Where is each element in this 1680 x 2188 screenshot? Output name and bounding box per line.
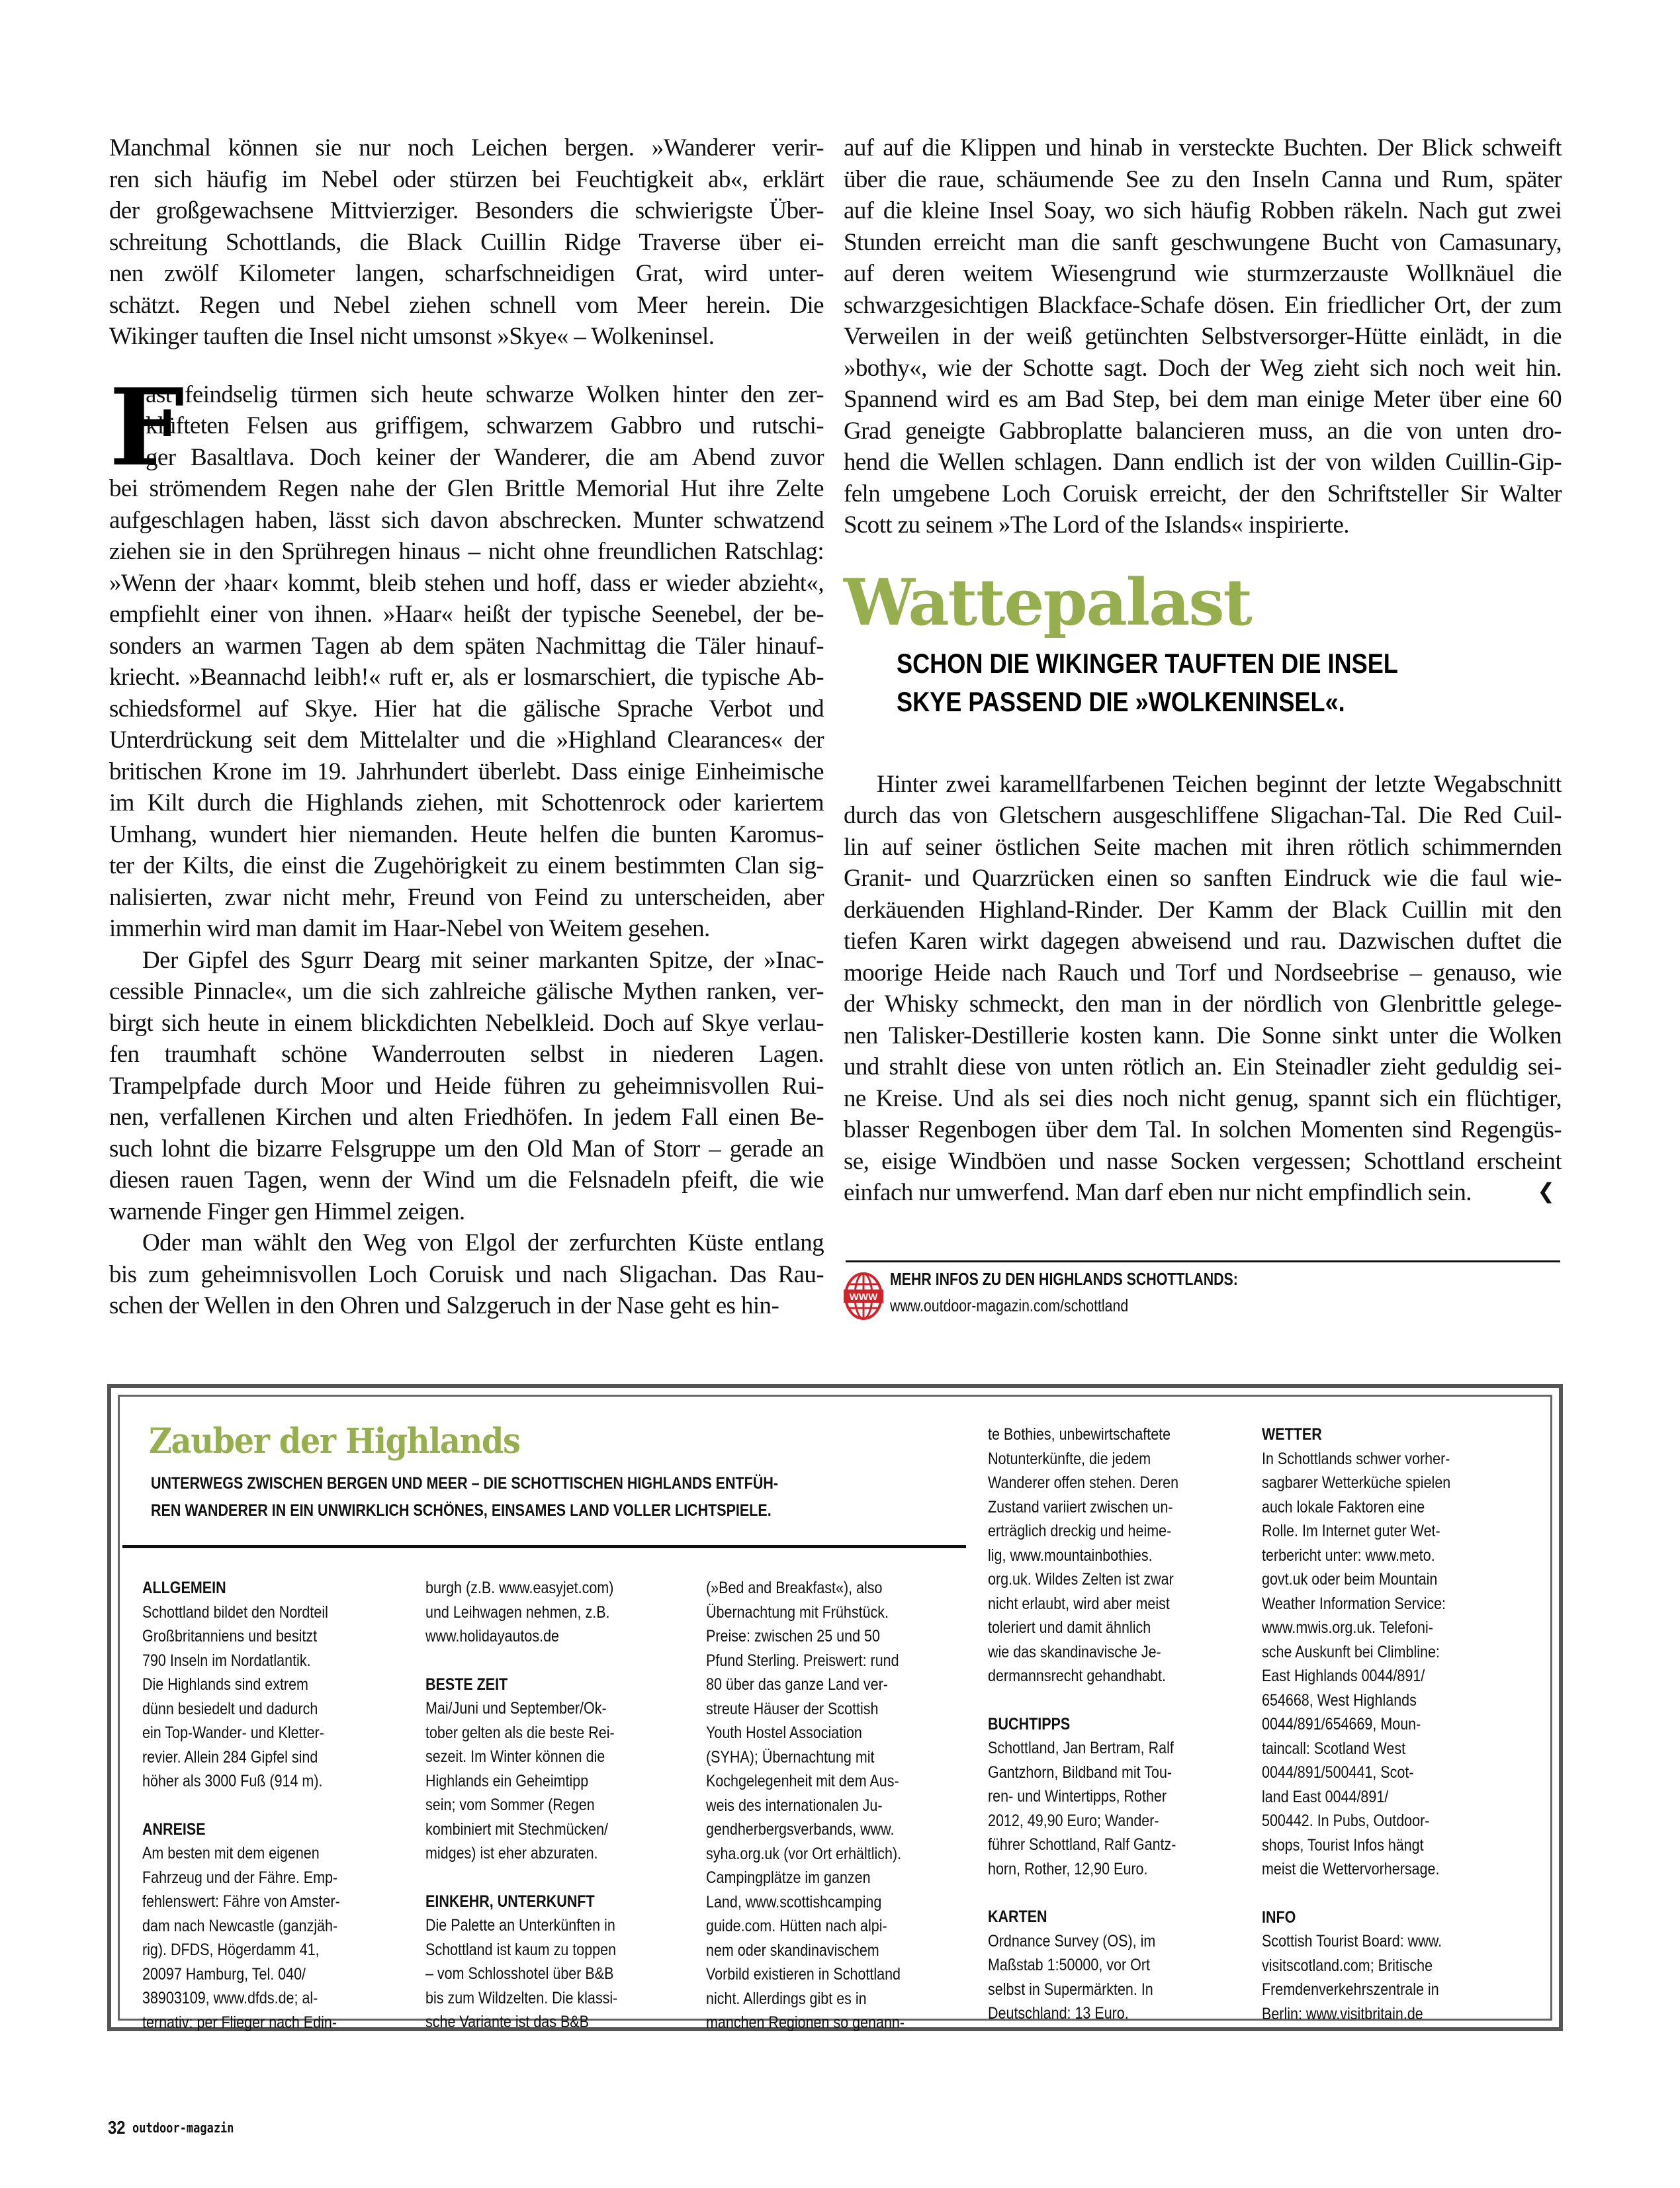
info-text-line: te Bothies, unbewirtschaftete bbox=[988, 1425, 1171, 1444]
text-line: warnende Finger gen Himmel zeigen. bbox=[109, 1198, 465, 1225]
paragraph-intro bbox=[109, 132, 824, 353]
text-line: tiefen Karen wirkt dagegen abweisend und rau. Dazwischen duftet die bbox=[844, 928, 1562, 955]
section-subhead bbox=[897, 644, 1468, 721]
info-text-line: guide.com. Hütten nach alpi- bbox=[706, 1917, 887, 1935]
info-text-line: Ordnance Survey (OS), im bbox=[988, 1931, 1156, 1950]
text-line: fen traumhaft schöne Wanderrouten selbst in niederen Lagen. bbox=[109, 1041, 824, 1068]
text-line: auf die kleine Insel Soay, wo sich häufig Robben räkeln. Nach gut zwei bbox=[844, 197, 1562, 224]
info-text-line: 38903109, www.dfds.de; al- bbox=[142, 1989, 318, 2007]
text-line: schwarzgesichtigen Blackface-Schafe dösen. Ein friedlicher Ort, der zum bbox=[844, 291, 1562, 319]
text-line: Oder man wählt den Weg von Elgol der zerfurchten Küste entlang bbox=[142, 1229, 824, 1256]
info-text-line: Gantzhorn, Bildband mit Tou- bbox=[988, 1763, 1172, 1782]
info-text-line: streute Häuser der Scottish bbox=[706, 1699, 879, 1718]
info-text-line: East Highlands 0044/891/ bbox=[1262, 1667, 1425, 1685]
paragraph-closing bbox=[844, 769, 1562, 1209]
info-text-line: nem oder skandinavischem bbox=[706, 1941, 879, 1960]
text-line: Grad geneigte Gabbroplatte balancieren muss, an die von unten dro- bbox=[844, 417, 1562, 445]
info-text-line: Pfund Sterling. Preiswert: rund bbox=[706, 1651, 899, 1670]
text-line: britischen Krone im 19. Jahrhundert überlebt. Dass einige Einheimische bbox=[109, 758, 824, 785]
info-text-line: wie das skandinavische Je- bbox=[988, 1642, 1161, 1661]
info-text-line: dermannsrecht gehandhabt. bbox=[988, 1667, 1166, 1685]
info-text-line: Schottland, Jan Bertram, Ralf bbox=[988, 1739, 1174, 1757]
text-line: se, eisige Windböen und nasse Socken vergessen; Schottland erscheint bbox=[844, 1147, 1562, 1175]
info-text-line: 500442. In Pubs, Outdoor- bbox=[1262, 1812, 1430, 1830]
info-text-line: Kochgelegenheit mit dem Aus- bbox=[706, 1772, 899, 1790]
info-column-beste-zeit-einkehr bbox=[425, 1576, 690, 2035]
subhead-line: SCHON DIE WIKINGER TAUFTEN DIE INSEL bbox=[897, 647, 1398, 679]
info-text-line: rig). DFDS, Högerdamm 41, bbox=[142, 1941, 320, 1959]
paragraph-dropcap bbox=[109, 365, 824, 945]
info-text-line: In Schottlands schwer vorher- bbox=[1262, 1449, 1450, 1468]
text-line: Granit- und Quarzrücken einen so sanften Eindruck wie die faul wie- bbox=[844, 865, 1562, 892]
text-line: hend die Wellen schlagen. Dann endlich ist der von wilden Cuillin-Gip- bbox=[844, 449, 1562, 476]
info-text-line: meist die Wettervorhersage. bbox=[1262, 1860, 1440, 1878]
info-text-line: erträglich dreckig und heime- bbox=[988, 1522, 1172, 1540]
text-line: blasser Regenbogen über dem Tal. In solchen Momenten sind Regengüs- bbox=[844, 1116, 1562, 1143]
text-line: Unterdrückung seit dem Mittelalter und die »Highland Clearances« der bbox=[109, 726, 824, 754]
svg-text:WWW: WWW bbox=[849, 1291, 878, 1303]
info-text-line: 20097 Hamburg, Tel. 040/ bbox=[142, 1964, 306, 1984]
info-text-line: Maßstab 1:50000, vor Ort bbox=[988, 1956, 1150, 1974]
magazine-name: outdoor-magazin bbox=[132, 2120, 234, 2136]
subtitle-line: UNTERWEGS ZWISCHEN BERGEN UND MEER – DIE SCHOTTISCHEN HIGHLANDS ENTFÜH- bbox=[151, 1474, 779, 1493]
text-line: birgt sich heute in einem blickdichten Nebelkleid. Doch auf Skye verlau- bbox=[109, 1009, 824, 1037]
more-info-link[interactable]: www.outdoor-magazin.com/schottland bbox=[890, 1295, 1129, 1315]
text-line: lin auf seiner östlichen Seite machen mit ihren rötlich schimmernden bbox=[844, 833, 1562, 861]
info-text-line: org.uk. Wildes Zelten ist zwar bbox=[988, 1570, 1174, 1589]
info-text-line: lig, www.mountainbothies. bbox=[988, 1546, 1153, 1565]
info-text-line: www.holidayautos.de bbox=[425, 1627, 559, 1645]
text-line: Hinter zwei karamellfarbenen Teichen beginnt der letzte Wegabschnitt bbox=[877, 770, 1562, 798]
info-text-line: 2012, 49,90 Euro; Wander- bbox=[988, 1811, 1159, 1830]
info-text-line: Rolle. Im Internet guter Wet- bbox=[1262, 1522, 1440, 1540]
divider bbox=[122, 1545, 966, 1548]
text-line: ne Kreise. Und als sei dies noch nicht genug, spannt sich ein flüchtiger, bbox=[844, 1084, 1562, 1112]
info-text-line: sche Variante ist das B&B bbox=[425, 2013, 589, 2031]
text-line: cessible Pinnacle«, um die sich zahlreiche gälische Mythen ranken, ver- bbox=[109, 978, 824, 1005]
text-line: immerhin wird man damit im Haar-Nebel von Weitem gesehen. bbox=[109, 915, 710, 942]
info-text-line: nicht erlaubt, wird aber meist bbox=[988, 1594, 1170, 1613]
info-column-buchtipps-karten bbox=[988, 1422, 1253, 2026]
text-line: nen zwölf Kilometer langen, scharfschneidigen Grat, wird unter- bbox=[109, 260, 824, 287]
info-text-line: Youth Hostel Association bbox=[706, 1724, 862, 1742]
page-number: 32 bbox=[108, 2117, 126, 2138]
info-text-line: visitscotland.com; Britische bbox=[1262, 1956, 1433, 1975]
info-text-line: Scottish Tourist Board: www. bbox=[1262, 1932, 1442, 1950]
info-text-line: 0044/891/500441, Scot- bbox=[1262, 1763, 1414, 1782]
info-text-line: midges) ist eher abzuraten. bbox=[425, 1844, 598, 1862]
info-text-line: ternativ: per Flieger nach Edin- bbox=[142, 2013, 337, 2032]
text-line: ren sich häufig im Nebel oder stürzen bei Feuchtigkeit ab«, erklärt bbox=[109, 165, 824, 193]
info-text-line: taincall: Scotland West bbox=[1262, 1739, 1406, 1758]
info-text-line: www.mwis.org.uk. Telefoni- bbox=[1262, 1618, 1433, 1637]
info-text-line: ein Top-Wander- und Kletter- bbox=[142, 1724, 324, 1742]
text-line: Verweilen in der weiß getünchten Selbstversorger-Hütte einlädt, in die bbox=[844, 323, 1562, 350]
info-text-line: land East 0044/891/ bbox=[1262, 1787, 1389, 1806]
info-text-line: Schottland ist kaum zu toppen bbox=[425, 1940, 617, 1959]
drop-cap: F bbox=[109, 365, 185, 490]
divider bbox=[846, 1260, 1560, 1262]
info-text-line: 80 über das ganze Land ver- bbox=[706, 1675, 888, 1694]
info-text-line: Campingplätze im ganzen bbox=[706, 1868, 871, 1887]
info-text-line: 654668, West Highlands bbox=[1262, 1690, 1417, 1710]
info-text-line: dünn besiedelt und dadurch bbox=[142, 1699, 318, 1718]
info-text-line: und Leihwagen nehmen, z.B. bbox=[425, 1602, 610, 1622]
text-line: moorige Heide nach Rauch und Torf und Nordseebrise – genauso, wie bbox=[844, 959, 1562, 986]
info-text-line: Wanderer offen stehen. Deren bbox=[988, 1473, 1179, 1492]
info-text-line: manchen Regionen so genann- bbox=[706, 2013, 905, 2032]
info-text-line: selbst in Supermärkten. In bbox=[988, 1980, 1153, 1999]
info-text-line: höher als 3000 Fuß (914 m). bbox=[142, 1772, 323, 1790]
text-line: einfach nur umwerfend. Man darf eben nur nicht empfindlich sein. bbox=[844, 1179, 1472, 1206]
text-line: klüfteten Felsen aus griffigem, schwarzem Gabbro und rutschi- bbox=[146, 412, 824, 439]
info-box-subtitle bbox=[151, 1470, 891, 1524]
text-line: durch das von Gletschern ausgeschliffene Sligachan-Tal. Die Red Cuil- bbox=[844, 802, 1562, 829]
info-text-line: Am besten mit dem eigenen bbox=[142, 1844, 320, 1862]
text-line: Manchmal können sie nur noch Leichen bergen. »Wanderer verir- bbox=[109, 134, 824, 161]
info-heading: ALLGEMEIN bbox=[142, 1579, 226, 1597]
text-line: Trampelpfade durch Moor und Heide führen zu geheimnisvollen Rui- bbox=[109, 1072, 824, 1100]
info-text-line: Die Highlands sind extrem bbox=[142, 1675, 308, 1694]
text-line: diesen rauen Tagen, wenn der Wind um die Felsnadeln pfeift, die wie bbox=[109, 1166, 824, 1194]
info-text-line: dam nach Newcastle (ganzjäh- bbox=[142, 1916, 338, 1935]
info-column-wetter-info bbox=[1262, 1422, 1526, 2026]
article-right-column bbox=[844, 132, 1562, 1209]
text-line: schreitung Schottlands, die Black Cuillin Ridge Traverse über ei- bbox=[109, 228, 824, 256]
text-line: nalisierten, zwar nicht mehr, Freund von Feind zu unterscheiden, aber bbox=[109, 883, 824, 911]
info-heading: EINKEHR, UNTERKUNFT bbox=[425, 1892, 595, 1911]
text-line: Wikinger tauften die Insel nicht umsonst »Skye« – Wolkeninsel. bbox=[109, 323, 715, 350]
info-text-line: sche Auskunft bei Climbline: bbox=[1262, 1642, 1440, 1661]
info-text-line: bis zum Wildzelten. Die klassi- bbox=[425, 1988, 618, 2007]
text-line: Stunden erreicht man die sanft geschwungene Bucht von Camasunary, bbox=[844, 228, 1562, 256]
info-text-line: fehlenswert: Fähre von Amster- bbox=[142, 1892, 340, 1911]
info-text-line: horn, Rother, 12,90 Euro. bbox=[988, 1859, 1148, 1878]
subtitle-line: REN WANDERER IN EIN UNWIRKLICH SCHÖNES, EINSAMES LAND VOLLER LICHTSPIELE. bbox=[151, 1501, 772, 1520]
text-line: such lohnt die bizarre Felsgruppe um den Old Man of Storr – gerade an bbox=[109, 1135, 824, 1162]
info-heading: BESTE ZEIT bbox=[425, 1675, 508, 1694]
info-text-line: (SYHA); Übernachtung mit bbox=[706, 1747, 875, 1767]
info-text-line: (»Bed and Breakfast«), also bbox=[706, 1579, 883, 1597]
info-text-line: Fremdenverkehrszentrale in bbox=[1262, 1980, 1439, 1999]
info-text-line: Großbritanniens und besitzt bbox=[142, 1627, 318, 1645]
text-line: »Wenn der ›haar‹ kommt, bleib stehen und hoff, dass er wieder abzieht«, bbox=[109, 569, 824, 597]
info-text-line: govt.uk oder beim Mountain bbox=[1262, 1570, 1438, 1589]
text-line: schen der Wellen in den Ohren und Salzgeruch in der Nase geht es hin- bbox=[109, 1292, 779, 1319]
text-line: bis zum geheimnisvollen Loch Coruisk und nach Sligachan. Das Rau- bbox=[109, 1260, 824, 1288]
text-line: über die raue, schäumende See zu den Inseln Canna und Rum, später bbox=[844, 165, 1562, 193]
text-line: schätzt. Regen und Nebel ziehen schnell vom Meer herein. Die bbox=[109, 291, 824, 319]
info-text-line: Deutschland: 13 Euro. bbox=[988, 2004, 1129, 2023]
info-text-line: burgh (z.B. www.easyjet.com) bbox=[425, 1579, 614, 1597]
subhead-line: SKYE PASSEND DIE »WOLKENINSEL«. bbox=[897, 685, 1345, 717]
info-column-unterkunft bbox=[706, 1576, 971, 2035]
info-heading: KARTEN bbox=[988, 1907, 1047, 1926]
info-text-line: weis des internationalen Ju- bbox=[706, 1796, 883, 1815]
article-left-column bbox=[109, 132, 824, 1322]
info-text-line: sein; vom Sommer (Regen bbox=[425, 1796, 595, 1814]
info-text-line: Berlin: www.visitbritain.de bbox=[1262, 2004, 1423, 2023]
info-heading: WETTER bbox=[1262, 1425, 1322, 1444]
info-text-line: shops, Tourist Infos hängt bbox=[1262, 1835, 1424, 1855]
text-line: Spannend wird es am Bad Step, bei dem man einige Meter über eine 60 bbox=[844, 386, 1562, 413]
text-line: im Kilt durch die Highlands ziehen, mit Schottenrock oder kariertem bbox=[109, 789, 824, 816]
info-text-line: Zustand variiert zwischen un- bbox=[988, 1497, 1173, 1516]
info-text-line: Land, www.scottishcamping bbox=[706, 1892, 882, 1911]
info-text-line: Fahrzeug und der Fähre. Emp- bbox=[142, 1868, 338, 1887]
info-text-line: syha.org.uk (vor Ort erhältlich). bbox=[706, 1844, 902, 1863]
info-text-line: auch lokale Faktoren eine bbox=[1262, 1497, 1425, 1516]
info-text-line: terbericht unter: www.meto. bbox=[1262, 1546, 1435, 1565]
paragraph-sgurr-dearg bbox=[109, 945, 824, 1228]
info-heading: BUCHTIPPS bbox=[988, 1714, 1071, 1733]
info-text-line: gendherbergsverbands, www. bbox=[706, 1820, 895, 1839]
text-line: ter der Kilts, die einst die Zugehörigkeit zu einem bestimmten Clan sig- bbox=[109, 852, 824, 879]
info-column-allgemein-anreise bbox=[142, 1576, 407, 2035]
info-text-line: toleriert und damit ähnlich bbox=[988, 1618, 1151, 1637]
info-text-line: Notunterkünfte, die jedem bbox=[988, 1449, 1151, 1468]
info-text-line: Mai/Juni und September/Ok- bbox=[425, 1699, 607, 1718]
text-line: Scott zu seinem »The Lord of the Islands« inspirierte. bbox=[844, 511, 1349, 539]
info-text-line: Übernachtung mit Frühstück. bbox=[706, 1602, 889, 1622]
text-line: derkäuenden Highland-Rinder. Der Kamm der Black Cuillin mit den bbox=[844, 896, 1562, 924]
info-box-title: Zauber der Highlands bbox=[149, 1421, 520, 1462]
text-line: ger Basaltlava. Doch keiner der Wanderer, die am Abend zuvor bbox=[146, 443, 824, 471]
info-text-line: 790 Inseln im Nordatlantik. bbox=[142, 1651, 311, 1670]
paragraph-continuation bbox=[844, 132, 1562, 541]
info-text-line: Preise: zwischen 25 und 50 bbox=[706, 1627, 880, 1645]
info-text-line: 0044/891/654669, Moun- bbox=[1262, 1715, 1421, 1733]
text-line: der großgewachsene Mittvierziger. Besonders die schwierigste Über- bbox=[109, 197, 824, 224]
text-line: »bothy«, wie der Schotte sagt. Doch der Weg zieht sich noch weit hin. bbox=[844, 354, 1562, 382]
info-text-line: führer Schottland, Ralf Gantz- bbox=[988, 1835, 1176, 1854]
info-text-line: Highlands ein Geheimtipp bbox=[425, 1771, 589, 1790]
text-line: Der Gipfel des Sgurr Dearg mit seiner markanten Spitze, der »Inac- bbox=[142, 946, 824, 974]
text-line: und strahlt diese von unten rötlich an. Ein Steinadler zieht geduldig sei- bbox=[844, 1053, 1562, 1080]
info-text-line: kombiniert mit Stechmücken/ bbox=[425, 1819, 609, 1839]
text-line: ziehen sie in den Sprühregen hinaus – nicht ohne freundlichen Ratschlag: bbox=[109, 538, 824, 565]
info-text-line: Die Palette an Unterkünften in bbox=[425, 1916, 615, 1935]
text-line: aufgeschlagen haben, lässt sich davon abschrecken. Munter schwatzend bbox=[109, 506, 824, 534]
info-text-line: revier. Allein 284 Gipfel sind bbox=[142, 1747, 318, 1767]
section-title: Wattepalast bbox=[844, 564, 1251, 640]
info-heading: INFO bbox=[1262, 1907, 1296, 1927]
info-text-line: nicht. Allerdings gibt es in bbox=[706, 1989, 867, 2008]
text-line: feln umgebene Loch Coruisk erreicht, der den Schriftsteller Sir Walter bbox=[844, 480, 1562, 507]
more-info-title: MEHR INFOS ZU DEN HIGHLANDS SCHOTTLANDS: bbox=[890, 1269, 1238, 1289]
info-text-line: Vorbild existieren in Schottland bbox=[706, 1965, 901, 1984]
text-line: ast feindselig türmen sich heute schwarze Wolken hinter den zer- bbox=[146, 380, 824, 408]
text-line: der Whisky schmeckt, den man in der nördlich von Glenbrittle gelege- bbox=[844, 990, 1562, 1018]
end-of-article-icon: ❮ bbox=[1537, 1178, 1555, 1203]
info-text-line: sezeit. Im Winter können die bbox=[425, 1747, 605, 1766]
text-line: Umhang, wundert hier niemanden. Heute helfen die bunten Karomus- bbox=[109, 820, 824, 848]
www-globe-icon bbox=[844, 1260, 883, 1330]
text-line: kriecht. »Beannachd leibh!« ruft er, als er losmarschiert, die typische Ab- bbox=[109, 664, 824, 691]
info-text-line: ren- und Wintertipps, Rother bbox=[988, 1787, 1167, 1806]
info-heading: ANREISE bbox=[142, 1819, 206, 1839]
text-line: sonders an warmen Tagen ab dem späten Nachmittag die Täler hinauf- bbox=[109, 632, 824, 660]
info-text-line: – vom Schlosshotel über B&B bbox=[425, 1964, 614, 1983]
info-text-line: sagbarer Wetterküche spielen bbox=[1262, 1473, 1451, 1492]
info-text-line: Weather Information Service: bbox=[1262, 1594, 1446, 1613]
paragraph-elgol bbox=[109, 1227, 824, 1322]
text-line: auf auf die Klippen und hinab in versteckte Buchten. Der Blick schweift bbox=[844, 134, 1562, 161]
text-line: bei strömendem Regen nahe der Glen Brittle Memorial Hut ihre Zelte bbox=[109, 475, 824, 502]
text-line: empfiehlt einer von ihnen. »Haar« heißt der typische Seenebel, der be- bbox=[109, 601, 824, 628]
info-text-line: tober gelten als die beste Rei- bbox=[425, 1723, 615, 1742]
text-line: schiedsformel auf Skye. Hier hat die gälische Sprache Verbot und bbox=[109, 695, 824, 722]
text-line: nen Talisker-Destillerie kosten kann. Die Sonne sinkt unter die Wolken bbox=[844, 1022, 1562, 1049]
text-line: auf deren weitem Wiesengrund wie sturmzerzauste Wollknäuel die bbox=[844, 260, 1562, 287]
info-text-line: Schottland bildet den Nordteil bbox=[142, 1602, 328, 1622]
text-line: nen, verfallenen Kirchen und alten Friedhöfen. In jedem Fall einen Be- bbox=[109, 1104, 824, 1131]
